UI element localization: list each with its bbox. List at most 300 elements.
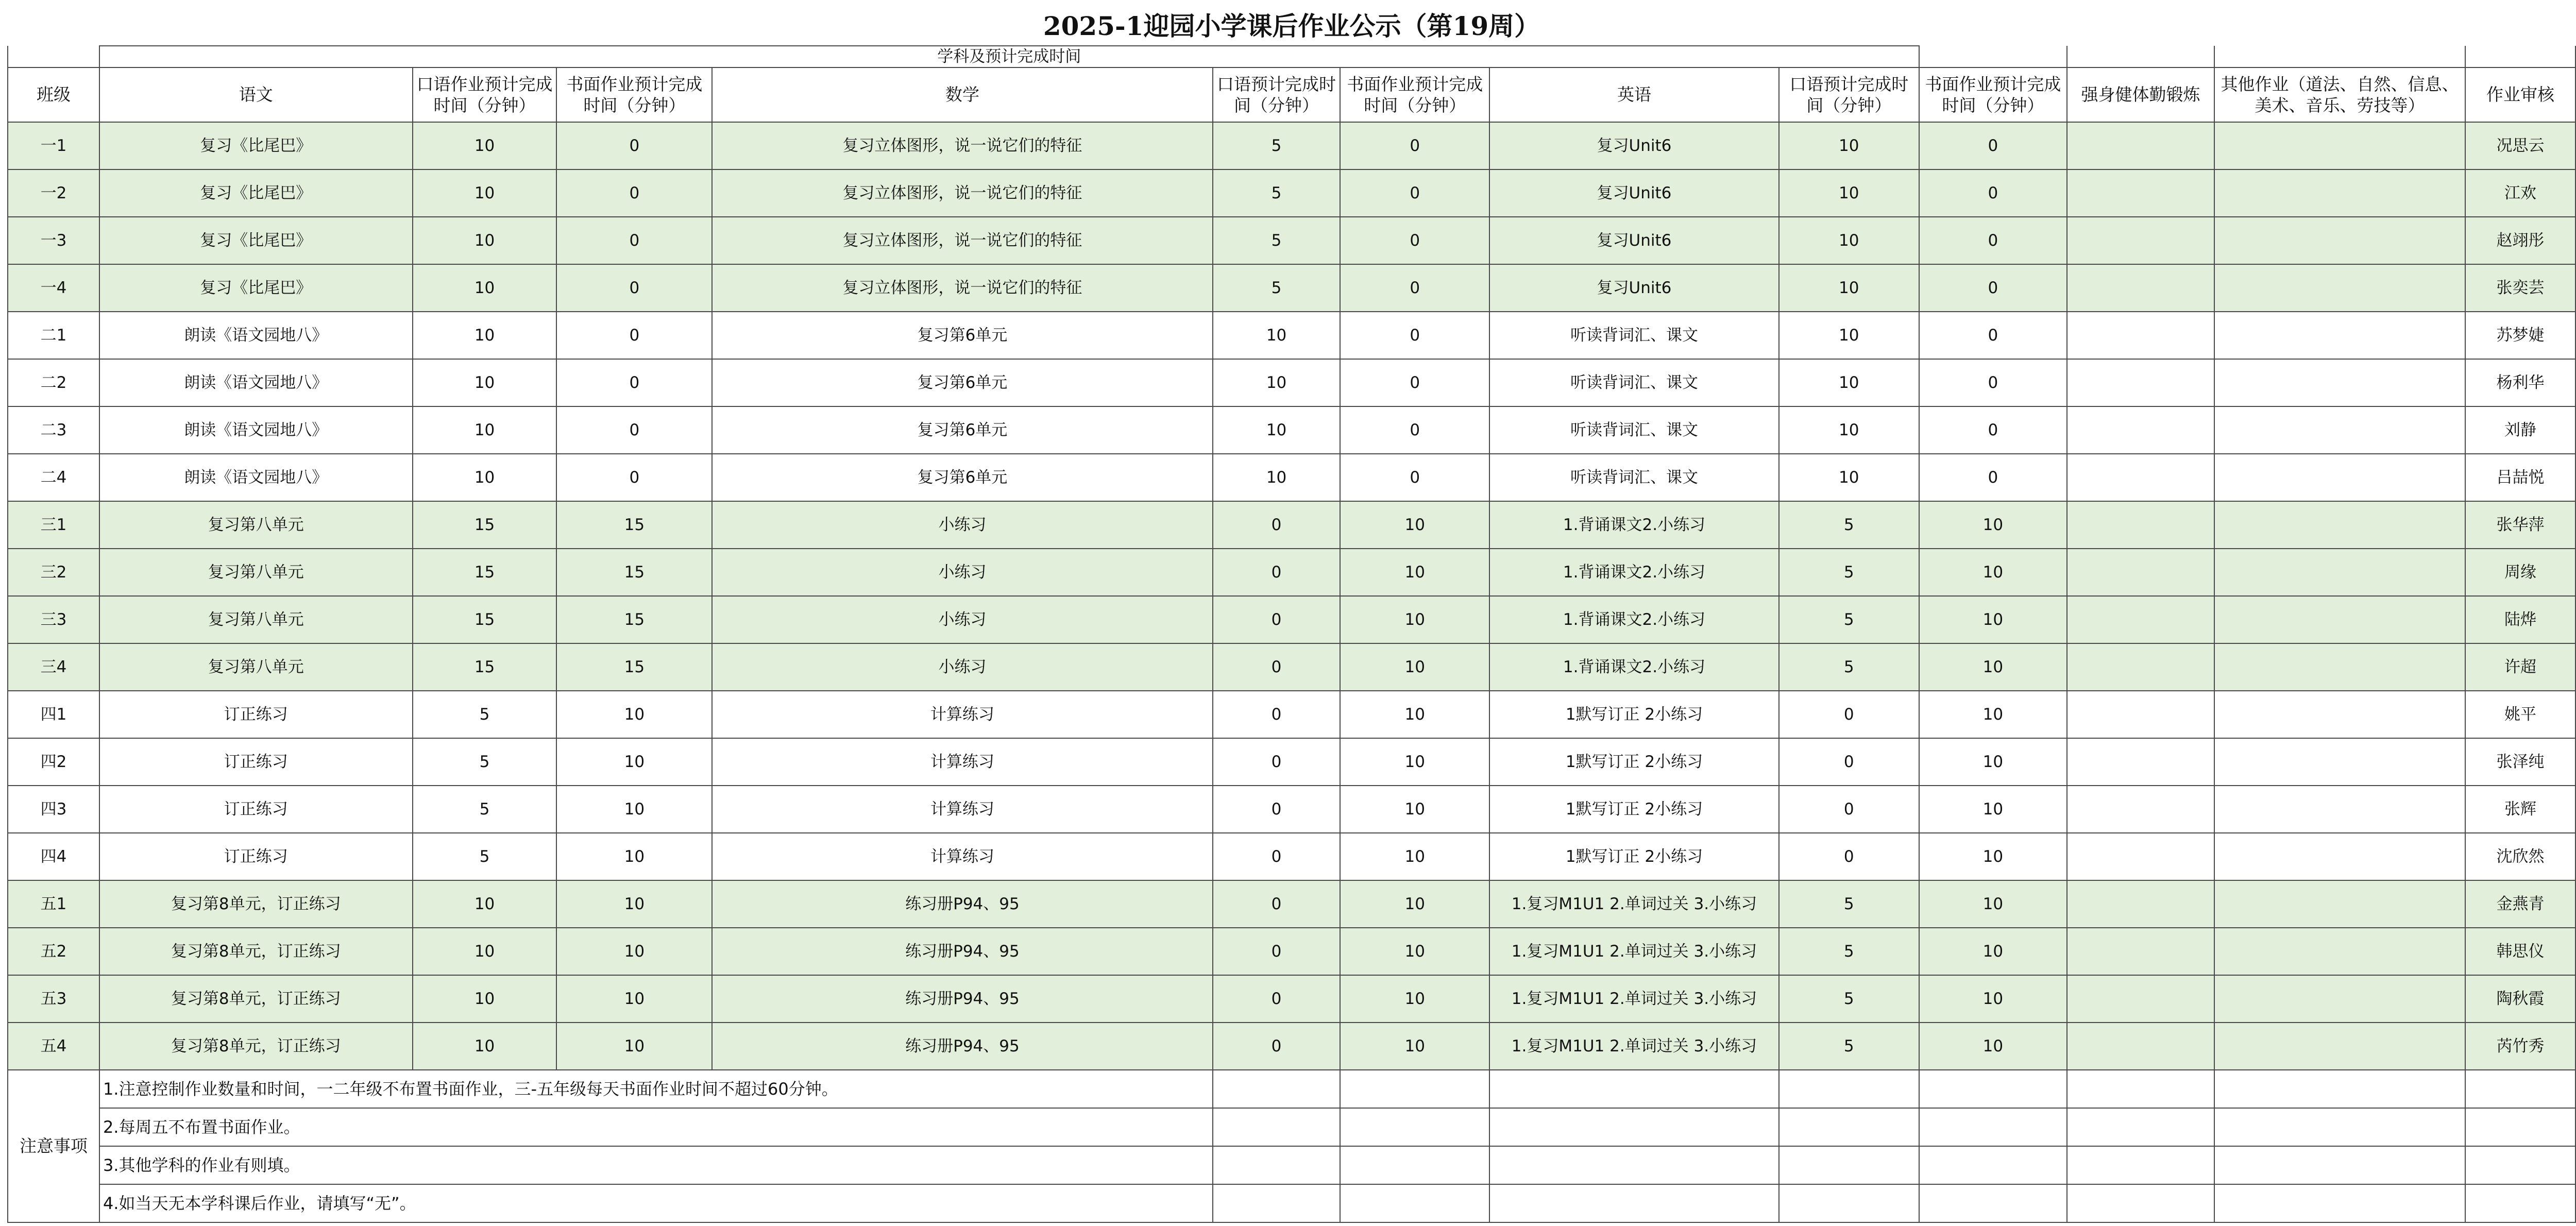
chinese-oral-time-cell[interactable]: 15 [413, 501, 557, 549]
math-oral-time-cell[interactable]: 5 [1213, 217, 1341, 264]
math-oral-time-cell[interactable]: 10 [1213, 406, 1341, 454]
class-cell[interactable]: 一2 [8, 169, 99, 217]
chinese-written-time-cell[interactable]: 0 [556, 122, 712, 169]
class-cell[interactable]: 一4 [8, 264, 99, 312]
blank-cell[interactable] [1340, 1184, 1489, 1222]
english-oral-time-cell[interactable]: 5 [1779, 928, 1919, 975]
english-cell[interactable]: 听读背词汇、课文 [1489, 312, 1779, 359]
other-homework-cell[interactable] [2214, 880, 2465, 928]
english-oral-time-cell[interactable]: 5 [1779, 643, 1919, 691]
math-oral-time-cell[interactable]: 0 [1213, 833, 1341, 880]
blank-cell[interactable] [1919, 1070, 2067, 1108]
blank-cell[interactable] [1489, 1108, 1779, 1146]
math-oral-time-cell[interactable]: 5 [1213, 122, 1341, 169]
class-cell[interactable]: 四2 [8, 738, 99, 786]
reviewer-cell[interactable]: 张辉 [2465, 786, 2575, 833]
class-cell[interactable]: 四1 [8, 691, 99, 738]
math-written-time-cell[interactable]: 0 [1340, 217, 1489, 264]
math-written-time-cell[interactable]: 0 [1340, 359, 1489, 406]
chinese-cell[interactable]: 复习《比尾巴》 [99, 217, 413, 264]
english-written-time-cell[interactable]: 0 [1919, 264, 2067, 312]
reviewer-cell[interactable]: 张奕芸 [2465, 264, 2575, 312]
reviewer-cell[interactable]: 陆烨 [2465, 596, 2575, 643]
math-written-time-cell[interactable]: 0 [1340, 169, 1489, 217]
english-oral-time-cell[interactable]: 10 [1779, 312, 1919, 359]
blank-cell[interactable] [2465, 1108, 2575, 1146]
class-cell[interactable]: 二1 [8, 312, 99, 359]
other-homework-cell[interactable] [2214, 596, 2465, 643]
exercise-cell[interactable] [2067, 264, 2214, 312]
chinese-cell[interactable]: 复习第8单元，订正练习 [99, 1023, 413, 1070]
math-written-time-cell[interactable]: 0 [1340, 454, 1489, 501]
blank-cell[interactable] [1779, 1184, 1919, 1222]
english-oral-time-cell[interactable]: 10 [1779, 217, 1919, 264]
chinese-cell[interactable]: 订正练习 [99, 691, 413, 738]
blank-cell[interactable] [1213, 1184, 1341, 1222]
english-written-time-cell[interactable]: 10 [1919, 786, 2067, 833]
blank-cell[interactable] [2067, 1146, 2214, 1184]
chinese-written-time-cell[interactable]: 10 [556, 880, 712, 928]
reviewer-cell[interactable]: 陶秋霞 [2465, 975, 2575, 1023]
chinese-cell[interactable]: 朗读《语文园地八》 [99, 312, 413, 359]
english-oral-time-cell[interactable]: 5 [1779, 596, 1919, 643]
blank-cell[interactable] [2067, 1108, 2214, 1146]
english-written-time-cell[interactable]: 0 [1919, 406, 2067, 454]
chinese-written-time-cell[interactable]: 10 [556, 691, 712, 738]
chinese-written-time-cell[interactable]: 0 [556, 359, 712, 406]
chinese-oral-time-cell[interactable]: 5 [413, 833, 557, 880]
chinese-cell[interactable]: 朗读《语文园地八》 [99, 359, 413, 406]
blank-cell[interactable] [1213, 1146, 1341, 1184]
other-homework-cell[interactable] [2214, 264, 2465, 312]
chinese-oral-time-cell[interactable]: 10 [413, 928, 557, 975]
blank-cell[interactable] [1489, 1070, 1779, 1108]
chinese-written-time-cell[interactable]: 15 [556, 549, 712, 596]
blank-cell[interactable] [1489, 1184, 1779, 1222]
english-cell[interactable]: 1.复习M1U1 2.单词过关 3.小练习 [1489, 1023, 1779, 1070]
blank-cell[interactable] [1340, 1108, 1489, 1146]
english-oral-time-cell[interactable]: 10 [1779, 264, 1919, 312]
chinese-cell[interactable]: 复习第八单元 [99, 549, 413, 596]
english-oral-time-cell[interactable]: 5 [1779, 549, 1919, 596]
math-cell[interactable]: 练习册P94、95 [712, 928, 1212, 975]
math-written-time-cell[interactable]: 0 [1340, 122, 1489, 169]
english-written-time-cell[interactable]: 10 [1919, 1023, 2067, 1070]
math-cell[interactable]: 练习册P94、95 [712, 1023, 1212, 1070]
exercise-cell[interactable] [2067, 217, 2214, 264]
english-cell[interactable]: 1.复习M1U1 2.单词过关 3.小练习 [1489, 975, 1779, 1023]
reviewer-cell[interactable]: 赵翊彤 [2465, 217, 2575, 264]
exercise-cell[interactable] [2067, 975, 2214, 1023]
english-cell[interactable]: 1.背诵课文2.小练习 [1489, 549, 1779, 596]
math-cell[interactable]: 复习立体图形，说一说它们的特征 [712, 217, 1212, 264]
math-written-time-cell[interactable]: 10 [1340, 691, 1489, 738]
math-written-time-cell[interactable]: 10 [1340, 786, 1489, 833]
reviewer-cell[interactable]: 杨利华 [2465, 359, 2575, 406]
exercise-cell[interactable] [2067, 501, 2214, 549]
chinese-cell[interactable]: 复习第八单元 [99, 501, 413, 549]
chinese-oral-time-cell[interactable]: 10 [413, 122, 557, 169]
other-homework-cell[interactable] [2214, 975, 2465, 1023]
chinese-oral-time-cell[interactable]: 10 [413, 406, 557, 454]
math-cell[interactable]: 复习立体图形，说一说它们的特征 [712, 264, 1212, 312]
english-oral-time-cell[interactable]: 10 [1779, 406, 1919, 454]
chinese-cell[interactable]: 复习第八单元 [99, 596, 413, 643]
blank-cell[interactable] [1340, 1146, 1489, 1184]
other-homework-cell[interactable] [2214, 643, 2465, 691]
reviewer-cell[interactable]: 张华萍 [2465, 501, 2575, 549]
english-written-time-cell[interactable]: 10 [1919, 691, 2067, 738]
other-homework-cell[interactable] [2214, 691, 2465, 738]
blank-cell[interactable] [2465, 1184, 2575, 1222]
math-oral-time-cell[interactable]: 0 [1213, 786, 1341, 833]
class-cell[interactable]: 五4 [8, 1023, 99, 1070]
math-oral-time-cell[interactable]: 10 [1213, 359, 1341, 406]
math-written-time-cell[interactable]: 10 [1340, 643, 1489, 691]
english-cell[interactable]: 1.复习M1U1 2.单词过关 3.小练习 [1489, 880, 1779, 928]
chinese-cell[interactable]: 复习第八单元 [99, 643, 413, 691]
english-written-time-cell[interactable]: 10 [1919, 596, 2067, 643]
exercise-cell[interactable] [2067, 833, 2214, 880]
class-cell[interactable]: 五1 [8, 880, 99, 928]
math-cell[interactable]: 练习册P94、95 [712, 975, 1212, 1023]
chinese-cell[interactable]: 复习《比尾巴》 [99, 264, 413, 312]
chinese-cell[interactable]: 复习《比尾巴》 [99, 169, 413, 217]
english-written-time-cell[interactable]: 10 [1919, 549, 2067, 596]
math-written-time-cell[interactable]: 10 [1340, 596, 1489, 643]
class-cell[interactable]: 四4 [8, 833, 99, 880]
blank-cell[interactable] [2465, 1146, 2575, 1184]
reviewer-cell[interactable]: 苏梦婕 [2465, 312, 2575, 359]
blank-cell[interactable] [1779, 1070, 1919, 1108]
english-oral-time-cell[interactable]: 0 [1779, 691, 1919, 738]
other-homework-cell[interactable] [2214, 833, 2465, 880]
blank-cell[interactable] [1213, 1108, 1341, 1146]
other-homework-cell[interactable] [2214, 217, 2465, 264]
math-cell[interactable]: 练习册P94、95 [712, 880, 1212, 928]
chinese-oral-time-cell[interactable]: 10 [413, 454, 557, 501]
exercise-cell[interactable] [2067, 880, 2214, 928]
english-cell[interactable]: 1.背诵课文2.小练习 [1489, 501, 1779, 549]
english-cell[interactable]: 1默写订正 2小练习 [1489, 833, 1779, 880]
chinese-cell[interactable]: 朗读《语文园地八》 [99, 406, 413, 454]
math-written-time-cell[interactable]: 0 [1340, 264, 1489, 312]
english-oral-time-cell[interactable]: 5 [1779, 501, 1919, 549]
class-cell[interactable]: 五3 [8, 975, 99, 1023]
chinese-written-time-cell[interactable]: 10 [556, 738, 712, 786]
english-written-time-cell[interactable]: 10 [1919, 833, 2067, 880]
english-written-time-cell[interactable]: 0 [1919, 122, 2067, 169]
english-oral-time-cell[interactable]: 10 [1779, 122, 1919, 169]
english-oral-time-cell[interactable]: 0 [1779, 833, 1919, 880]
other-homework-cell[interactable] [2214, 738, 2465, 786]
english-cell[interactable]: 听读背词汇、课文 [1489, 406, 1779, 454]
math-written-time-cell[interactable]: 0 [1340, 312, 1489, 359]
math-oral-time-cell[interactable]: 0 [1213, 975, 1341, 1023]
exercise-cell[interactable] [2067, 406, 2214, 454]
english-oral-time-cell[interactable]: 10 [1779, 454, 1919, 501]
note-row [8, 1108, 2575, 1146]
chinese-written-time-cell[interactable]: 0 [556, 169, 712, 217]
exercise-cell[interactable] [2067, 738, 2214, 786]
chinese-oral-time-cell[interactable]: 5 [413, 691, 557, 738]
chinese-oral-time-cell[interactable]: 10 [413, 264, 557, 312]
math-cell[interactable]: 复习第6单元 [712, 406, 1212, 454]
chinese-written-time-cell[interactable]: 0 [556, 406, 712, 454]
chinese-written-time-cell[interactable]: 10 [556, 786, 712, 833]
chinese-written-time-cell[interactable]: 15 [556, 501, 712, 549]
english-cell[interactable]: 复习Unit6 [1489, 169, 1779, 217]
exercise-cell[interactable] [2067, 596, 2214, 643]
english-written-time-cell[interactable]: 0 [1919, 359, 2067, 406]
math-oral-time-cell[interactable]: 5 [1213, 264, 1341, 312]
math-oral-time-cell[interactable]: 0 [1213, 691, 1341, 738]
reviewer-cell[interactable]: 沈欣然 [2465, 833, 2575, 880]
blank-cell[interactable] [2067, 1184, 2214, 1222]
math-oral-time-cell[interactable]: 0 [1213, 549, 1341, 596]
other-homework-cell[interactable] [2214, 359, 2465, 406]
header-chinese: 语文 [99, 67, 413, 122]
reviewer-cell[interactable]: 姚平 [2465, 691, 2575, 738]
math-oral-time-cell[interactable]: 0 [1213, 596, 1341, 643]
math-oral-time-cell[interactable]: 0 [1213, 880, 1341, 928]
math-cell[interactable]: 小练习 [712, 643, 1212, 691]
english-cell[interactable]: 1默写订正 2小练习 [1489, 738, 1779, 786]
chinese-oral-time-cell[interactable]: 10 [413, 359, 557, 406]
blank-cell[interactable] [1213, 1070, 1341, 1108]
reviewer-cell[interactable]: 周缘 [2465, 549, 2575, 596]
blank-cell[interactable] [1919, 1146, 2067, 1184]
chinese-written-time-cell[interactable]: 0 [556, 217, 712, 264]
reviewer-cell[interactable]: 金燕青 [2465, 880, 2575, 928]
reviewer-cell[interactable]: 芮竹秀 [2465, 1023, 2575, 1070]
class-cell[interactable]: 四3 [8, 786, 99, 833]
chinese-oral-time-cell[interactable]: 10 [413, 217, 557, 264]
reviewer-cell[interactable]: 韩思仪 [2465, 928, 2575, 975]
blank-cell[interactable] [2465, 1070, 2575, 1108]
chinese-cell[interactable]: 复习第8单元，订正练习 [99, 928, 413, 975]
english-written-time-cell[interactable]: 0 [1919, 312, 2067, 359]
english-cell[interactable]: 1默写订正 2小练习 [1489, 691, 1779, 738]
chinese-written-time-cell[interactable]: 15 [556, 643, 712, 691]
english-oral-time-cell[interactable]: 5 [1779, 880, 1919, 928]
exercise-cell[interactable] [2067, 643, 2214, 691]
class-cell[interactable]: 五2 [8, 928, 99, 975]
blank-cell[interactable] [1919, 1184, 2067, 1222]
english-written-time-cell[interactable]: 10 [1919, 880, 2067, 928]
math-oral-time-cell[interactable]: 0 [1213, 643, 1341, 691]
math-oral-time-cell[interactable]: 10 [1213, 312, 1341, 359]
chinese-oral-time-cell[interactable]: 5 [413, 738, 557, 786]
exercise-cell[interactable] [2067, 169, 2214, 217]
exercise-cell[interactable] [2067, 786, 2214, 833]
other-homework-cell[interactable] [2214, 1023, 2465, 1070]
english-oral-time-cell[interactable]: 0 [1779, 738, 1919, 786]
other-homework-cell[interactable] [2214, 454, 2465, 501]
english-oral-time-cell[interactable]: 5 [1779, 1023, 1919, 1070]
reviewer-cell[interactable]: 张泽纯 [2465, 738, 2575, 786]
math-written-time-cell[interactable]: 10 [1340, 501, 1489, 549]
math-cell[interactable]: 计算练习 [712, 833, 1212, 880]
english-written-time-cell[interactable]: 10 [1919, 928, 2067, 975]
english-oral-time-cell[interactable]: 0 [1779, 786, 1919, 833]
class-cell[interactable]: 一3 [8, 217, 99, 264]
english-written-time-cell[interactable]: 10 [1919, 501, 2067, 549]
english-cell[interactable]: 复习Unit6 [1489, 217, 1779, 264]
blank-cell[interactable] [2214, 1108, 2465, 1146]
math-written-time-cell[interactable]: 10 [1340, 975, 1489, 1023]
reviewer-cell[interactable]: 况思云 [2465, 122, 2575, 169]
english-oral-time-cell[interactable]: 5 [1779, 975, 1919, 1023]
exercise-cell[interactable] [2067, 312, 2214, 359]
chinese-cell[interactable]: 复习《比尾巴》 [99, 122, 413, 169]
math-oral-time-cell[interactable]: 10 [1213, 454, 1341, 501]
blank-cell[interactable] [1779, 1108, 1919, 1146]
math-cell[interactable]: 复习第6单元 [712, 312, 1212, 359]
math-cell[interactable]: 复习立体图形，说一说它们的特征 [712, 122, 1212, 169]
math-oral-time-cell[interactable]: 0 [1213, 928, 1341, 975]
class-cell[interactable]: 二3 [8, 406, 99, 454]
math-cell[interactable]: 计算练习 [712, 691, 1212, 738]
math-oral-time-cell[interactable]: 0 [1213, 501, 1341, 549]
math-cell[interactable]: 小练习 [712, 549, 1212, 596]
blank-cell[interactable] [2214, 1070, 2465, 1108]
other-homework-cell[interactable] [2214, 406, 2465, 454]
table-row [8, 643, 2575, 691]
chinese-written-time-cell[interactable]: 10 [556, 1023, 712, 1070]
chinese-cell[interactable]: 订正练习 [99, 738, 413, 786]
english-cell[interactable]: 1.复习M1U1 2.单词过关 3.小练习 [1489, 928, 1779, 975]
column-header-row [8, 67, 2575, 122]
other-homework-cell[interactable] [2214, 928, 2465, 975]
exercise-cell[interactable] [2067, 549, 2214, 596]
math-cell[interactable]: 复习立体图形，说一说它们的特征 [712, 169, 1212, 217]
english-cell[interactable]: 1.背诵课文2.小练习 [1489, 643, 1779, 691]
other-homework-cell[interactable] [2214, 786, 2465, 833]
math-cell[interactable]: 小练习 [712, 501, 1212, 549]
class-cell[interactable]: 二4 [8, 454, 99, 501]
class-cell[interactable]: 一1 [8, 122, 99, 169]
chinese-cell[interactable]: 订正练习 [99, 833, 413, 880]
blank-cell[interactable] [1340, 1070, 1489, 1108]
class-cell[interactable]: 三1 [8, 501, 99, 549]
table-row [8, 264, 2575, 312]
chinese-cell[interactable]: 订正练习 [99, 786, 413, 833]
blank-cell[interactable] [2214, 1184, 2465, 1222]
math-written-time-cell[interactable]: 10 [1340, 928, 1489, 975]
math-cell[interactable]: 计算练习 [712, 738, 1212, 786]
chinese-oral-time-cell[interactable]: 10 [413, 1023, 557, 1070]
english-oral-time-cell[interactable]: 10 [1779, 169, 1919, 217]
chinese-oral-time-cell[interactable]: 10 [413, 880, 557, 928]
english-cell[interactable]: 1默写订正 2小练习 [1489, 786, 1779, 833]
english-oral-time-cell[interactable]: 10 [1779, 359, 1919, 406]
math-cell[interactable]: 计算练习 [712, 786, 1212, 833]
reviewer-cell[interactable]: 许超 [2465, 643, 2575, 691]
math-cell[interactable]: 复习第6单元 [712, 359, 1212, 406]
blank-cell[interactable] [1919, 1108, 2067, 1146]
header-reviewer: 作业审核 [2465, 67, 2575, 122]
english-cell[interactable]: 听读背词汇、课文 [1489, 359, 1779, 406]
chinese-written-time-cell[interactable]: 0 [556, 264, 712, 312]
other-homework-cell[interactable] [2214, 549, 2465, 596]
math-written-time-cell[interactable]: 10 [1340, 880, 1489, 928]
blank-cell[interactable] [1779, 1146, 1919, 1184]
math-written-time-cell[interactable]: 0 [1340, 406, 1489, 454]
english-cell[interactable]: 1.背诵课文2.小练习 [1489, 596, 1779, 643]
chinese-written-time-cell[interactable]: 10 [556, 833, 712, 880]
english-written-time-cell[interactable]: 0 [1919, 217, 2067, 264]
blank-cell[interactable] [2067, 1070, 2214, 1108]
chinese-oral-time-cell[interactable]: 10 [413, 312, 557, 359]
chinese-written-time-cell[interactable]: 10 [556, 975, 712, 1023]
english-written-time-cell[interactable]: 10 [1919, 738, 2067, 786]
reviewer-cell[interactable]: 刘静 [2465, 406, 2575, 454]
blank-cell[interactable] [2214, 1146, 2465, 1184]
math-written-time-cell[interactable]: 10 [1340, 549, 1489, 596]
chinese-cell[interactable]: 朗读《语文园地八》 [99, 454, 413, 501]
math-written-time-cell[interactable]: 10 [1340, 738, 1489, 786]
chinese-written-time-cell[interactable]: 10 [556, 928, 712, 975]
chinese-written-time-cell[interactable]: 15 [556, 596, 712, 643]
chinese-oral-time-cell[interactable]: 15 [413, 596, 557, 643]
other-homework-cell[interactable] [2214, 169, 2465, 217]
reviewer-cell[interactable]: 吕喆悦 [2465, 454, 2575, 501]
header-math-written-time: 书面作业预计完成时间（分钟） [1340, 67, 1489, 122]
math-cell[interactable]: 小练习 [712, 596, 1212, 643]
english-cell[interactable]: 复习Unit6 [1489, 264, 1779, 312]
math-oral-time-cell[interactable]: 5 [1213, 169, 1341, 217]
blank-cell[interactable] [1489, 1146, 1779, 1184]
class-cell[interactable]: 二2 [8, 359, 99, 406]
chinese-oral-time-cell[interactable]: 5 [413, 786, 557, 833]
english-written-time-cell[interactable]: 10 [1919, 975, 2067, 1023]
math-written-time-cell[interactable]: 10 [1340, 833, 1489, 880]
exercise-cell[interactable] [2067, 359, 2214, 406]
english-written-time-cell[interactable]: 0 [1919, 169, 2067, 217]
chinese-written-time-cell[interactable]: 0 [556, 312, 712, 359]
chinese-cell[interactable]: 复习第8单元，订正练习 [99, 975, 413, 1023]
other-homework-cell[interactable] [2214, 501, 2465, 549]
math-written-time-cell[interactable]: 10 [1340, 1023, 1489, 1070]
english-cell[interactable]: 复习Unit6 [1489, 122, 1779, 169]
exercise-cell[interactable] [2067, 691, 2214, 738]
math-cell[interactable]: 复习第6单元 [712, 454, 1212, 501]
chinese-oral-time-cell[interactable]: 10 [413, 169, 557, 217]
english-written-time-cell[interactable]: 0 [1919, 454, 2067, 501]
other-homework-cell[interactable] [2214, 122, 2465, 169]
exercise-cell[interactable] [2067, 454, 2214, 501]
exercise-cell[interactable] [2067, 928, 2214, 975]
other-homework-cell[interactable] [2214, 312, 2465, 359]
chinese-cell[interactable]: 复习第8单元，订正练习 [99, 880, 413, 928]
exercise-cell[interactable] [2067, 122, 2214, 169]
english-written-time-cell[interactable]: 10 [1919, 643, 2067, 691]
reviewer-cell[interactable]: 江欢 [2465, 169, 2575, 217]
class-cell[interactable]: 三2 [8, 549, 99, 596]
math-oral-time-cell[interactable]: 0 [1213, 1023, 1341, 1070]
class-cell[interactable]: 三4 [8, 643, 99, 691]
exercise-cell[interactable] [2067, 1023, 2214, 1070]
chinese-oral-time-cell[interactable]: 15 [413, 549, 557, 596]
chinese-oral-time-cell[interactable]: 10 [413, 975, 557, 1023]
class-cell[interactable]: 三3 [8, 596, 99, 643]
english-cell[interactable]: 听读背词汇、课文 [1489, 454, 1779, 501]
table-row [8, 359, 2575, 406]
chinese-oral-time-cell[interactable]: 15 [413, 643, 557, 691]
math-oral-time-cell[interactable]: 0 [1213, 738, 1341, 786]
chinese-written-time-cell[interactable]: 0 [556, 454, 712, 501]
